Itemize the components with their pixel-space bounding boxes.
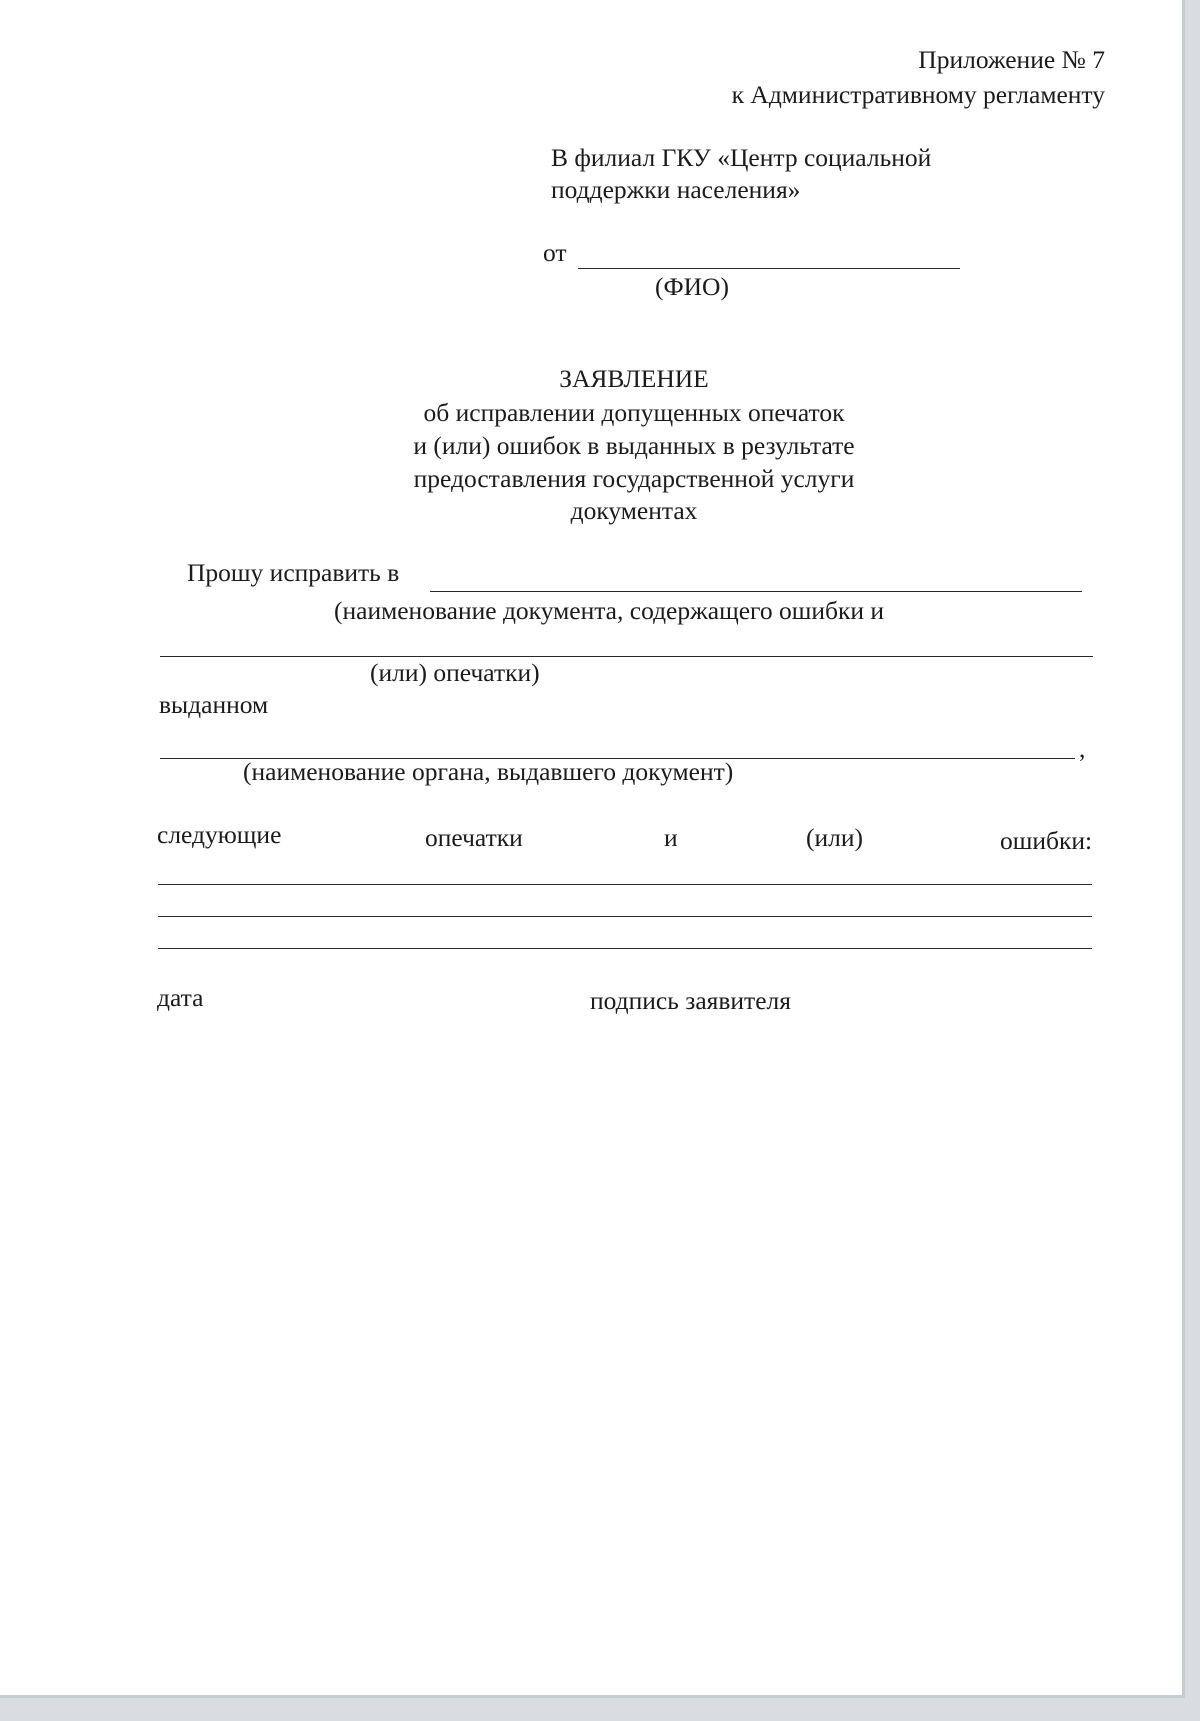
errors-word-2: опечатки <box>425 823 523 852</box>
date-label: дата <box>157 983 204 1012</box>
addressee-line-2: поддержки населения» <box>551 175 801 204</box>
title-line-1: об исправлении допущенных опечаток <box>423 398 845 427</box>
regulation-reference: к Административному регламенту <box>731 80 1105 109</box>
errors-word-5: ошибки: <box>1000 826 1093 855</box>
errors-input-line-1[interactable] <box>158 884 1092 885</box>
document-heading: ЗАЯВЛЕНИЕ <box>559 364 709 393</box>
document-name-input-line[interactable] <box>430 591 1082 592</box>
errors-input-line-3[interactable] <box>158 948 1092 949</box>
title-line-4: документах <box>570 496 698 525</box>
issuing-organ-comma: , <box>1079 734 1086 763</box>
signature-label: подпись заявителя <box>590 986 791 1015</box>
document-name-caption-2: (или) опечатки) <box>370 658 540 687</box>
fio-caption: (ФИО) <box>655 272 729 301</box>
fio-input-line[interactable] <box>578 268 960 269</box>
errors-word-3: и <box>664 823 678 852</box>
appendix-number: Приложение № 7 <box>918 45 1105 74</box>
document-name-caption-1: (наименование документа, содержащего ошибки и <box>334 596 885 625</box>
errors-input-line-2[interactable] <box>158 916 1092 917</box>
title-line-2: и (или) ошибок в выданных в результате <box>413 431 855 460</box>
document-name-input-line-2[interactable] <box>160 656 1093 657</box>
errors-word-4: (или) <box>806 823 864 852</box>
title-line-3: предоставления государственной услуги <box>413 464 855 493</box>
errors-word-1: следующие <box>157 820 282 849</box>
issued-label: выданном <box>159 690 269 719</box>
addressee-line-1: В филиал ГКУ «Центр социальной <box>551 143 932 172</box>
issuing-organ-caption: (наименование органа, выдавшего документ) <box>243 757 734 786</box>
request-label: Прошу исправить в <box>187 558 400 587</box>
from-label: от <box>543 238 567 267</box>
